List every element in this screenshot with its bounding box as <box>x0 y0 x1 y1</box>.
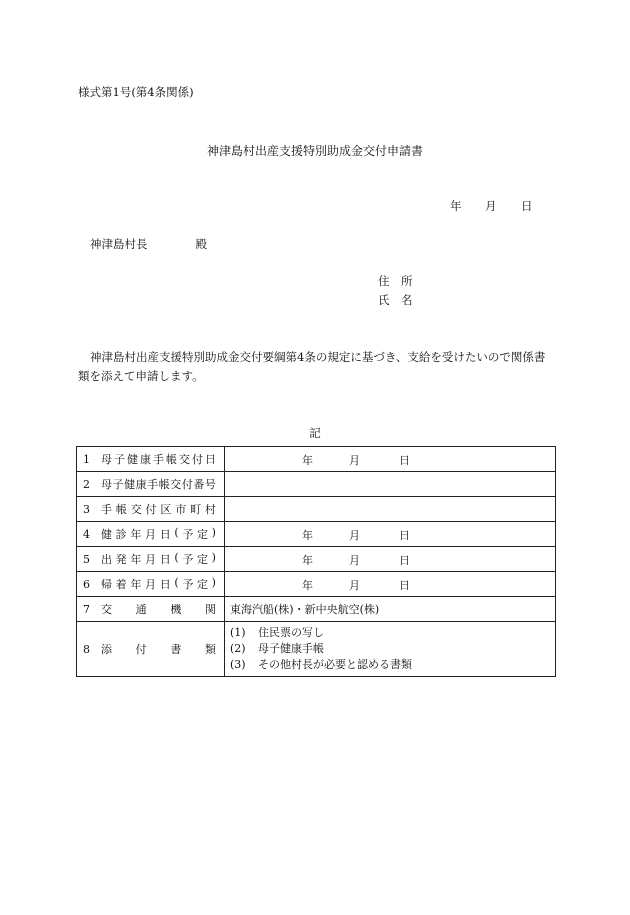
table-row <box>77 597 556 622</box>
date-day-label: 日 <box>399 579 410 592</box>
row-number: 3 <box>83 502 90 516</box>
row-label-cell <box>77 547 225 572</box>
row-label-cell <box>77 622 225 677</box>
addressee <box>90 236 207 252</box>
date-year-label: 年 <box>302 529 313 542</box>
date-year-label: 年 <box>302 554 313 567</box>
attachment-item <box>230 625 555 641</box>
form-number: 様式第1号(第4条関係) <box>78 85 194 99</box>
date-month-label: 月 <box>349 579 360 592</box>
attachment-item <box>230 657 555 673</box>
date-day-label: 日 <box>399 454 410 467</box>
date-month-label: 月 <box>349 454 360 467</box>
table-row <box>77 572 556 597</box>
attachment-text: 住民票の写し <box>258 626 324 639</box>
row-label-cell <box>77 572 225 597</box>
row-number: 7 <box>83 602 90 616</box>
attachment-index: (2) <box>230 642 246 655</box>
attachment-index: (3) <box>230 658 246 671</box>
attachment-text: その他村長が必要と認める書類 <box>258 658 412 671</box>
table-row <box>77 622 556 677</box>
row-value-cell[interactable] <box>225 472 556 497</box>
attachment-index: (1) <box>230 626 246 639</box>
row-label: 交 通 機 関 <box>101 603 216 616</box>
row-number: 1 <box>83 452 90 466</box>
row-label-cell <box>77 522 225 547</box>
date-year-label: 年 <box>302 579 313 592</box>
row-number: 6 <box>83 577 90 591</box>
row-label: 出 発 年 月 日 ( 予 定 ) <box>101 551 216 566</box>
row-value-cell[interactable] <box>225 622 556 677</box>
ki-heading: 記 <box>309 426 321 440</box>
date-day-label: 日 <box>399 554 410 567</box>
row-label: 添 付 書 類 <box>101 643 216 656</box>
table-row <box>77 547 556 572</box>
row-label-cell <box>77 472 225 497</box>
address-label: 住 所 <box>378 274 413 288</box>
attachment-item <box>230 641 555 657</box>
row-value-cell[interactable] <box>225 522 556 547</box>
date-month-label: 月 <box>485 199 497 213</box>
addressee-name: 神津島村長 <box>90 237 148 251</box>
application-statement: 神津島村出産支援特別助成金交付要綱第4条の規定に基づき、支給を受けたいので関係書類を添えて申請します。 <box>78 350 546 383</box>
row-label: 健 診 年 月 日 ( 予 定 ) <box>101 526 216 541</box>
row-label: 帰 着 年 月 日 ( 予 定 ) <box>101 576 216 591</box>
table-row <box>77 447 556 472</box>
date-day-label: 日 <box>399 529 410 542</box>
row-number: 4 <box>83 527 90 541</box>
row-value-cell[interactable] <box>225 597 556 622</box>
date-year-label: 年 <box>302 454 313 467</box>
date-year-label: 年 <box>450 199 462 213</box>
row-value-cell[interactable] <box>225 547 556 572</box>
row-label-cell <box>77 447 225 472</box>
table-row <box>77 472 556 497</box>
date-day-label: 日 <box>521 199 533 213</box>
document-title: 神津島村出産支援特別助成金交付申請書 <box>206 144 423 158</box>
row-number: 5 <box>83 552 90 566</box>
row-label: 母 子 健 康 手 帳 交 付 番 号 <box>101 478 216 491</box>
row-number: 2 <box>83 477 90 491</box>
row-label-cell <box>77 497 225 522</box>
row-number: 8 <box>83 642 90 656</box>
transport-value: 東海汽船(株)・新中央航空(株) <box>230 603 380 616</box>
row-label: 母 子 健 康 手 帳 交 付 日 <box>101 453 216 466</box>
row-value-cell[interactable] <box>225 447 556 472</box>
date-month-label: 月 <box>349 554 360 567</box>
date-month-label: 月 <box>349 529 360 542</box>
attachment-text: 母子健康手帳 <box>258 642 324 655</box>
row-label: 手 帳 交 付 区 市 町 村 <box>101 503 216 516</box>
application-table <box>76 446 556 677</box>
row-value-cell[interactable] <box>225 572 556 597</box>
row-value-cell[interactable] <box>225 497 556 522</box>
table-row <box>77 497 556 522</box>
row-label-cell <box>77 597 225 622</box>
addressee-honorific: 殿 <box>195 237 207 251</box>
table-row <box>77 522 556 547</box>
name-label: 氏 名 <box>378 293 413 307</box>
